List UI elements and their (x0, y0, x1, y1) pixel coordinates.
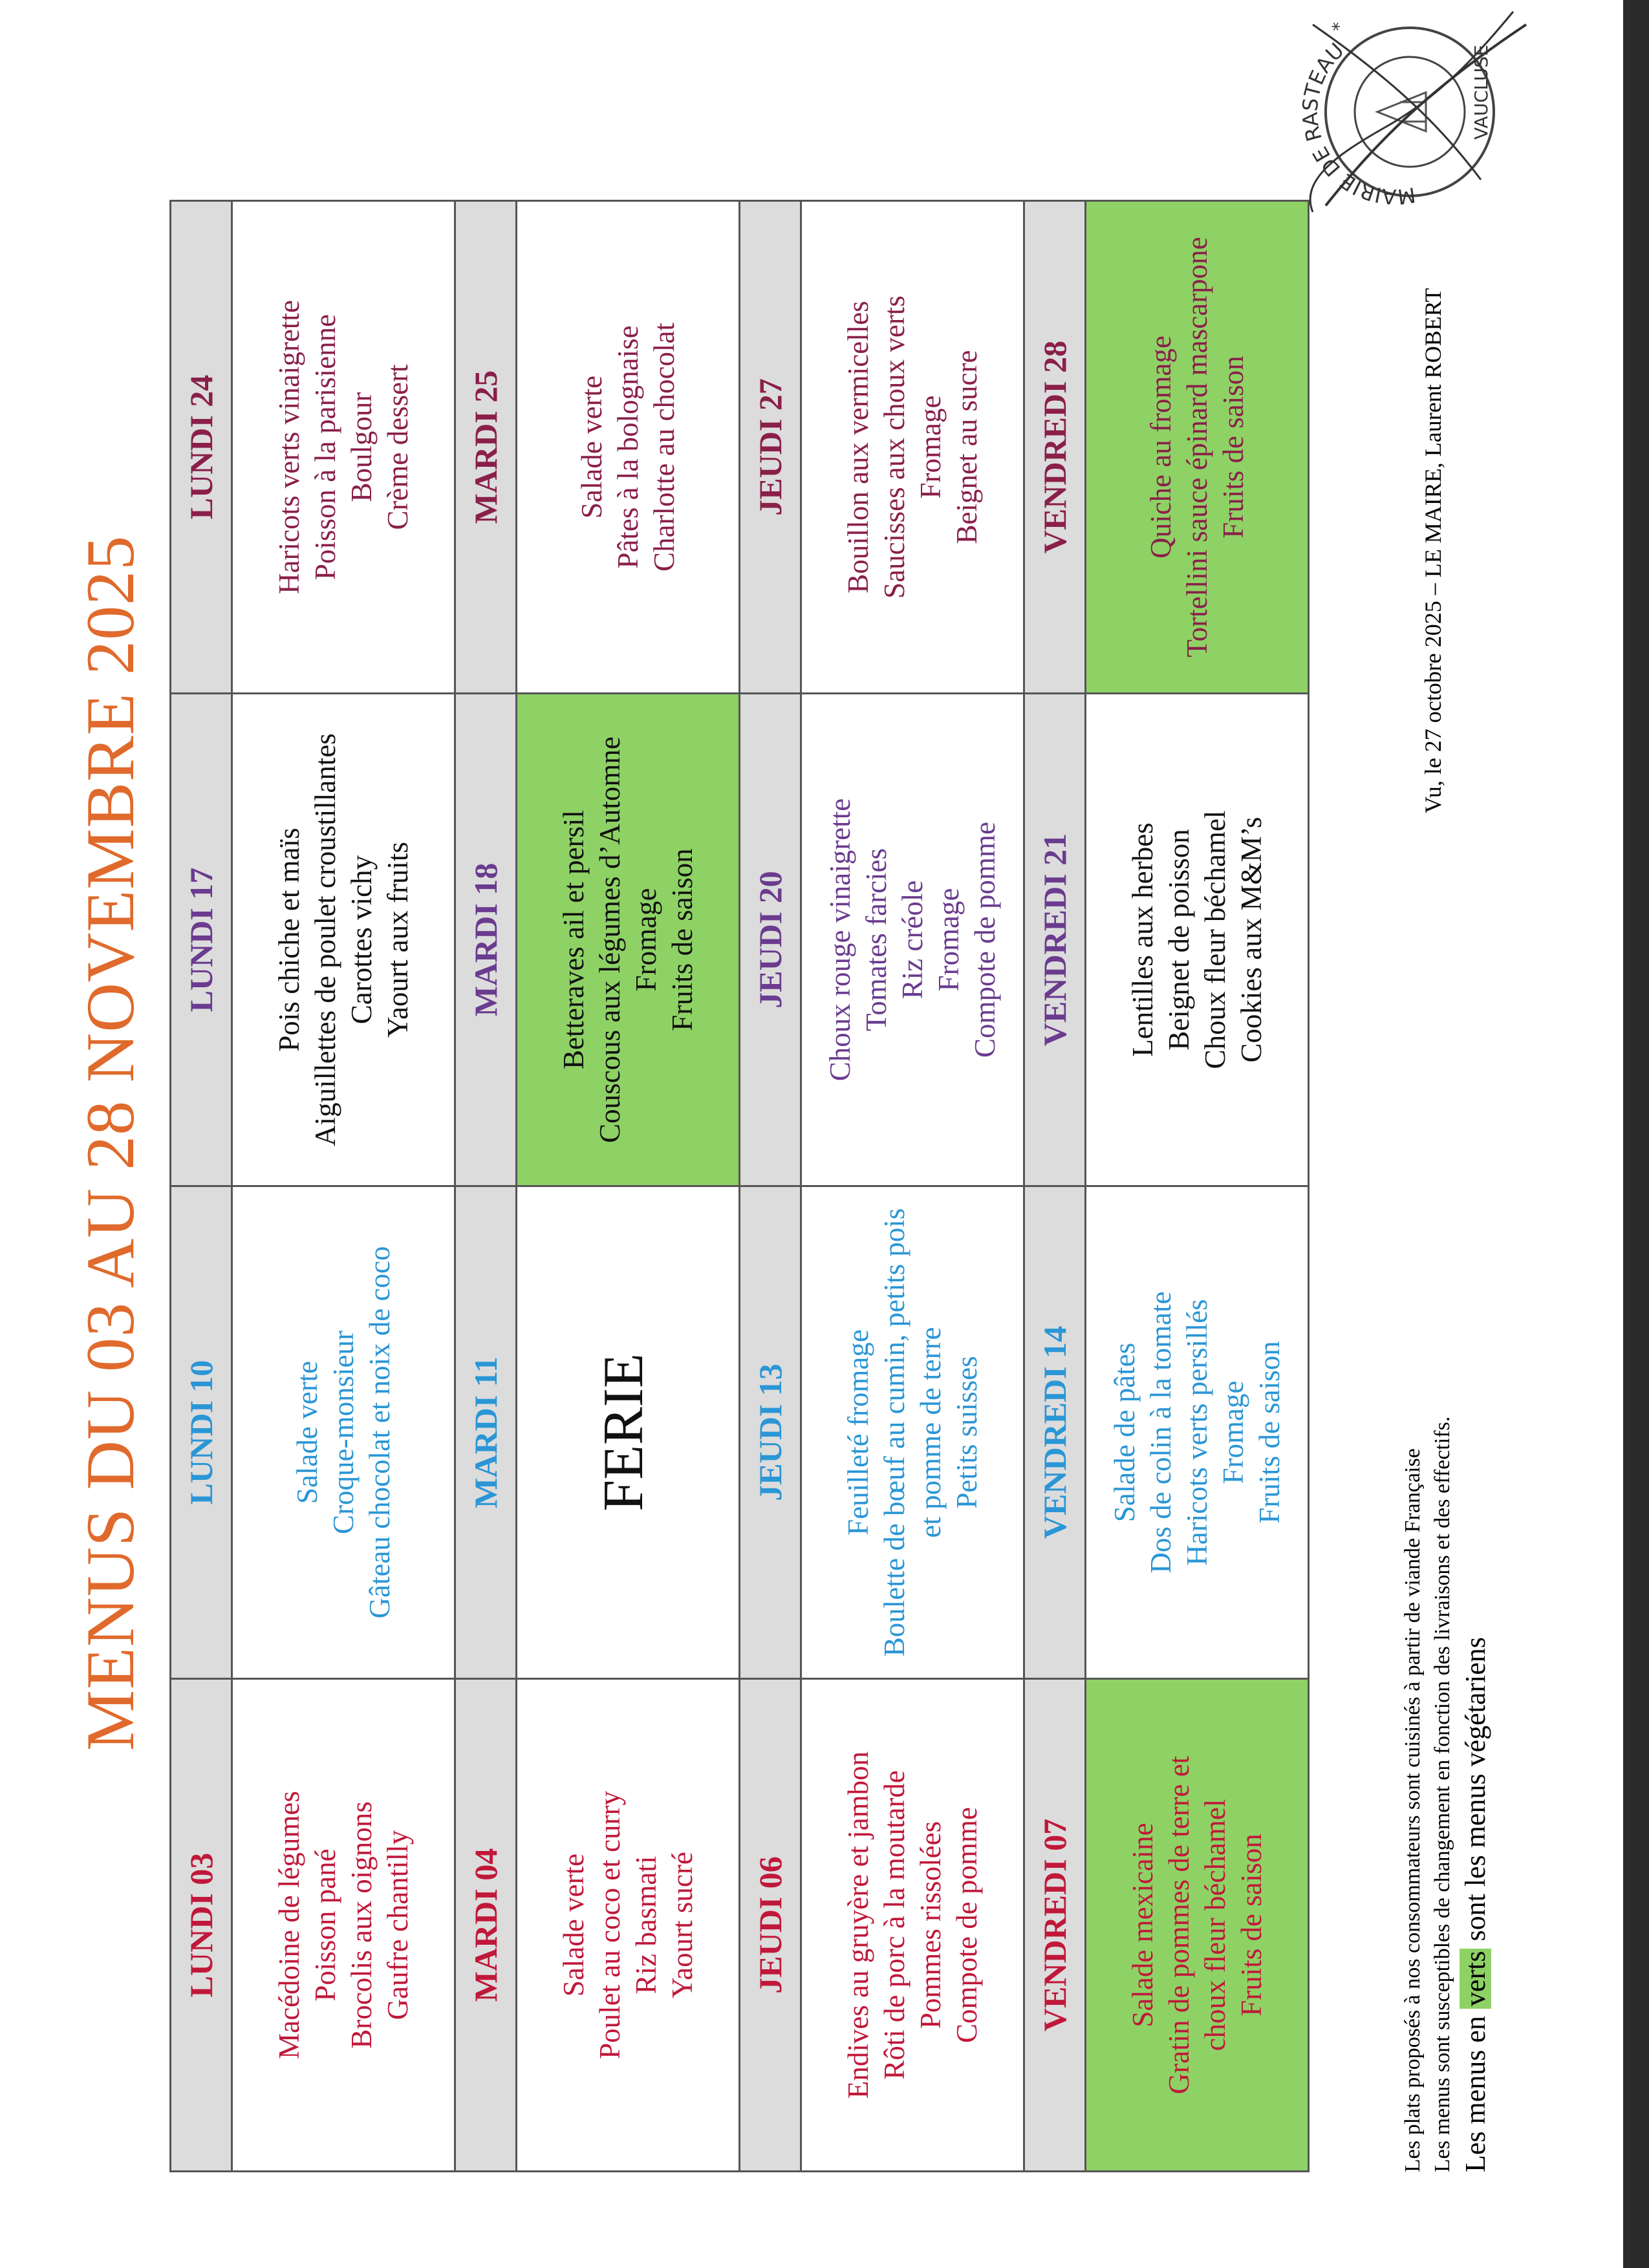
dish-item: Salade verte (576, 375, 608, 519)
dish-item: Pâtes à la bolognaise (612, 325, 644, 569)
day-header: VENDREDI 14 (1024, 1186, 1086, 1679)
dish-item: Boulette de bœuf au cumin, petits pois (878, 1208, 911, 1657)
day-header-row (171, 201, 232, 2172)
footer-vegetarian-highlight: verts (1460, 1949, 1491, 2009)
dish-item: Croque-monsieur (327, 1331, 360, 1534)
dish-item: Fromage (1217, 1380, 1249, 1484)
dish-item: Cookies aux M&M’s (1235, 817, 1267, 1063)
stamp-top-text: MAIRIE DE RASTEAU (1297, 37, 1417, 209)
footer-vegetarian-suffix: sont les menus végétariens (1460, 1637, 1491, 1942)
day-header: JEUDI 27 (740, 201, 801, 694)
day-header: LUNDI 17 (171, 694, 232, 1186)
day-menu (1086, 201, 1309, 694)
footer-note-origin: Les plats proposés à nos consommateurs sont cuisinés à partir de viande Française (1401, 1448, 1425, 2172)
dish-item: Tortellini sauce épinard mascarpone (1181, 237, 1213, 658)
dish-item: Beignet de poisson (1163, 829, 1195, 1051)
day-menu (801, 1679, 1024, 2172)
dish-item: Rôti de porc à la moutarde (878, 1770, 911, 2080)
day-menu (801, 694, 1024, 1186)
holiday-label: FERIE (592, 1353, 655, 1512)
footer-note-changes: Les menus sont susceptibles de changement en fonction des livraisons et des effectifs. (1430, 1416, 1454, 2172)
stamp-seal-icon (1287, 5, 1539, 219)
day-menu-row (517, 201, 740, 2172)
dish-item: Crème dessert (382, 364, 414, 530)
footer-notes (1398, 1417, 1494, 2172)
day-header: VENDREDI 07 (1024, 1679, 1086, 2172)
dish-item: Beignet au sucre (951, 350, 983, 544)
day-header: MARDI 18 (455, 694, 517, 1186)
day-menu-row (801, 201, 1024, 2172)
day-menu (517, 1679, 740, 2172)
dish-item: Gaufre chantilly (382, 1830, 414, 2020)
dish-item: Yaourt aux fruits (382, 842, 414, 1038)
dish-item: Saucisses aux choux verts (878, 295, 911, 599)
dish-item: Dos de colin à la tomate (1145, 1291, 1177, 1574)
dish-item: Poisson à la parisienne (309, 314, 341, 581)
dish-item: Carottes vichy (345, 855, 378, 1025)
dish-item: Brocolis aux oignons (345, 1801, 378, 2049)
day-header: JEUDI 13 (740, 1186, 801, 1679)
day-header: LUNDI 24 (171, 201, 232, 694)
day-menu (801, 201, 1024, 694)
day-menu (232, 1679, 455, 2172)
dish-item: Betteraves ail et persil (557, 809, 590, 1070)
dish-item: Compote de pomme (969, 822, 1001, 1058)
dish-item: Boulgour (345, 392, 378, 502)
day-menu (1086, 1679, 1309, 2172)
dish-item: Feuilleté fromage (842, 1329, 874, 1535)
day-menu (801, 1186, 1024, 1679)
dish-item: Salade verte (291, 1360, 323, 1504)
stamp-side-text: VAUCLUSE (1471, 45, 1492, 140)
day-header-row (455, 201, 517, 2172)
day-menu (517, 201, 740, 694)
day-menu (232, 201, 455, 694)
day-menu (1086, 1186, 1309, 1679)
day-menu (1086, 694, 1309, 1186)
dish-item: Pois chiche et maïs (273, 828, 305, 1052)
dish-item: Poulet au coco et curry (594, 1791, 626, 2059)
day-header: JEUDI 20 (740, 694, 801, 1186)
day-header: JEUDI 06 (740, 1679, 801, 2172)
day-menu-row (232, 201, 455, 2172)
dish-item: Salade de pâtes (1108, 1342, 1141, 1523)
dish-item: Fruits de saison (1235, 1834, 1267, 2017)
dish-item: Tomates farcies (860, 848, 892, 1031)
dish-item: Bouillon aux vermicelles (842, 301, 874, 594)
dish-item: choux fleur béchamel (1199, 1799, 1231, 2051)
dish-item: Fromage (914, 395, 947, 499)
dish-item: Fruits de saison (1217, 356, 1249, 539)
stamp-star: * (1328, 22, 1350, 31)
dish-item: Fromage (932, 888, 965, 992)
dish-item: Choux fleur béchamel (1199, 810, 1231, 1069)
dish-item: Riz basmati (630, 1856, 662, 1995)
scan-edge-bar (1623, 0, 1649, 2268)
dish-item: Choux rouge vinaigrette (824, 798, 856, 1082)
day-header: LUNDI 03 (171, 1679, 232, 2172)
footer-note-vegetarian (1458, 1417, 1494, 2172)
dish-item: Haricots verts vinaigrette (273, 300, 305, 594)
mairie-stamp (1287, 5, 1539, 219)
dish-item: Aiguillettes de poulet croustillantes (309, 733, 341, 1146)
dish-item: Compote de pomme (951, 1807, 983, 2043)
dish-item: Salade verte (557, 1853, 590, 1997)
day-menu (517, 1186, 740, 1679)
day-header: VENDREDI 21 (1024, 694, 1086, 1186)
dish-item: Gâteau chocolat et noix de coco (363, 1246, 396, 1619)
dish-item: Petits suisses (951, 1356, 983, 1509)
day-header-row (1024, 201, 1086, 2172)
day-header-row (740, 201, 801, 2172)
day-header: MARDI 04 (455, 1679, 517, 2172)
dish-item: Riz créole (896, 880, 929, 1000)
day-menu (232, 694, 455, 1186)
dish-item: Macédoine de légumes (273, 1791, 305, 2059)
day-header: VENDREDI 28 (1024, 201, 1086, 694)
dish-item: Charlotte au chocolat (648, 323, 680, 572)
dish-item: Couscous aux légumes d’Automne (594, 736, 626, 1143)
dish-item: Quiche au fromage (1145, 336, 1177, 559)
dish-item: Pommes rissolées (914, 1821, 947, 2029)
dish-item: Fruits de saison (666, 848, 698, 1031)
mayor-signature-line: Vu, le 27 octobre 2025 – LE MAIRE, Laurent ROBERT (1420, 288, 1446, 813)
dish-item: Endives au gruyère et jambon (842, 1751, 874, 2099)
day-menu (232, 1186, 455, 1679)
dish-item: et pomme de terre (914, 1327, 947, 1538)
menu-table (169, 200, 1310, 2172)
dish-item: Haricots verts persillés (1181, 1299, 1213, 1566)
day-header: MARDI 25 (455, 201, 517, 694)
day-menu-row (1086, 201, 1309, 2172)
page-title: MENUS DU 03 AU 28 NOVEMBRE 2025 (72, 535, 148, 1751)
dish-item: Salade mexicaine (1126, 1823, 1159, 2027)
dish-item: Fruits de saison (1253, 1341, 1286, 1524)
day-menu (517, 694, 740, 1186)
dish-item: Gratin de pommes de terre et (1163, 1755, 1195, 2095)
day-header: LUNDI 10 (171, 1186, 232, 1679)
dish-item: Yaourt sucré (666, 1852, 698, 1998)
dish-item: Fromage (630, 888, 662, 992)
dish-item: Poisson pané (309, 1848, 341, 2002)
dish-item: Lentilles aux herbes (1126, 822, 1159, 1057)
footer-vegetarian-prefix: Les menus en (1460, 2016, 1491, 2172)
day-header: MARDI 11 (455, 1186, 517, 1679)
